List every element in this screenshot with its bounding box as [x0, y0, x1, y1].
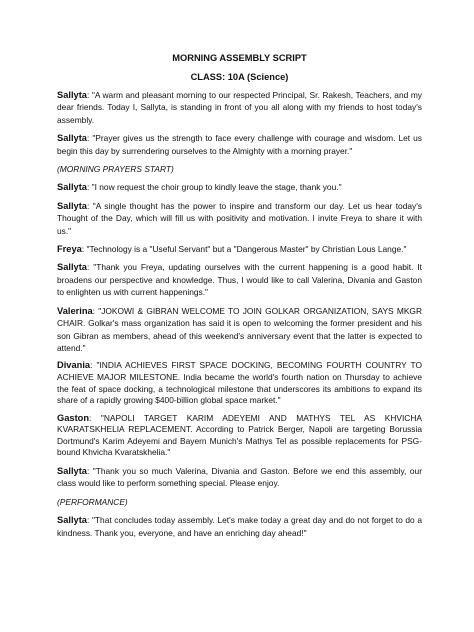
line-text: : "NAPOLI TARGET KARIM ADEYEMI AND MATHYS TEL AS KHVICHA KVARATSKHELIA REPLACEMENT. According to Patrick Berger, Napoli are targeting Borussia Dortmund's Karim Adeyemi and Bayern Munich's Mathys Tel as possible replacements for PSG-bound Khvicha Kvaratskhelia." — [57, 412, 422, 458]
document-title: MORNING ASSEMBLY SCRIPT — [172, 53, 307, 63]
stage-direction: (MORNING PRAYERS START) — [57, 164, 174, 175]
line-text: : "A single thought has the power to inspire and transform our day. Let us hear today's Thought of the Day, which will fill us with positivity and motivation. I invite Freya to share it with us." — [57, 200, 422, 236]
line-text: : "A warm and pleasant morning to our respected Principal, Sr. Rakesh, Teachers, and my dear friends. Today I, Sallyta, is standing in front of you all along with my friends to host today's assembly. — [57, 90, 422, 125]
script-line — [57, 181, 422, 193]
line-text: : "Thank you Freya, updating ourselves with the current happening is a good habit. It broadens our perspective and knowledge. Thus, I would like to call Valerina, Divania and Gaston to enlighten us with current happenings." — [57, 262, 422, 298]
line-text: : "JOKOWI & GIBRAN WELCOME TO JOIN GOLKAR ORGANIZATION, SAYS MKGR CHAIR. Golkar's mass organization has said it is open to welcoming the former president and his son Gibran as members, ahead of this weekend's anniversary event that the latter is expected to attend." — [57, 305, 422, 353]
speaker-name: Freya — [57, 244, 82, 255]
class-line: CLASS: 10A (Science) — [190, 72, 289, 82]
speaker-name: Sallyta — [57, 200, 87, 211]
stage-direction: (PERFORMANCE) — [57, 496, 128, 507]
script-line — [57, 132, 422, 157]
speaker-name: Gaston — [57, 412, 90, 423]
speaker-name: Sallyta — [57, 133, 87, 144]
speaker-name: Valerina — [57, 305, 93, 316]
script-line — [57, 413, 422, 459]
speaker-name: Sallyta — [57, 262, 87, 273]
line-text: : "Prayer gives us the strength to face every challenge with courage and wisdom. Let us begin this day by surrendering ourselves to the Almighty with a morning prayer." — [57, 133, 422, 156]
script-line — [57, 514, 422, 539]
script-line — [57, 200, 422, 237]
script-line — [57, 261, 422, 298]
speaker-name: Sallyta — [57, 515, 87, 526]
line-text: : "Technology is a "Useful Servant" but a "Dangerous Master" by Christian Lous Lange." — [81, 244, 407, 255]
script-line — [57, 243, 422, 255]
speaker-name: Sallyta — [57, 466, 87, 477]
line-text: : "Thank you so much Valerina, Divania and Gaston. Before we end this assembly, our class would like to perform something special. Please enjoy. — [57, 466, 422, 489]
speaker-name: Sallyta — [57, 90, 87, 100]
line-text: : "INDIA ACHIEVES FIRST SPACE DOCKING, BECOMING FOURTH COUNTRY TO ACHIEVE MAJOR MILESTONE. India became the world's fourth nation on Thursday to achieve the feat of space docking, a technological milestone that underscores its ambitions to expand its share of a rapidly growing $400-billion global space market." — [57, 360, 422, 406]
line-text: : "I now request the choir group to kindly leave the stage, thank you." — [86, 182, 342, 193]
script-line — [57, 465, 422, 490]
script-line — [57, 89, 422, 126]
speaker-name: Sallyta — [57, 182, 87, 193]
script-line — [57, 360, 422, 406]
speaker-name: Divania — [57, 360, 91, 371]
script-line — [57, 305, 422, 355]
line-text: : "That concludes today assembly. Let's make today a great day and do not forget to do a kindness. Thank you, everyone, and have an enriching day ahead!" — [57, 515, 422, 538]
